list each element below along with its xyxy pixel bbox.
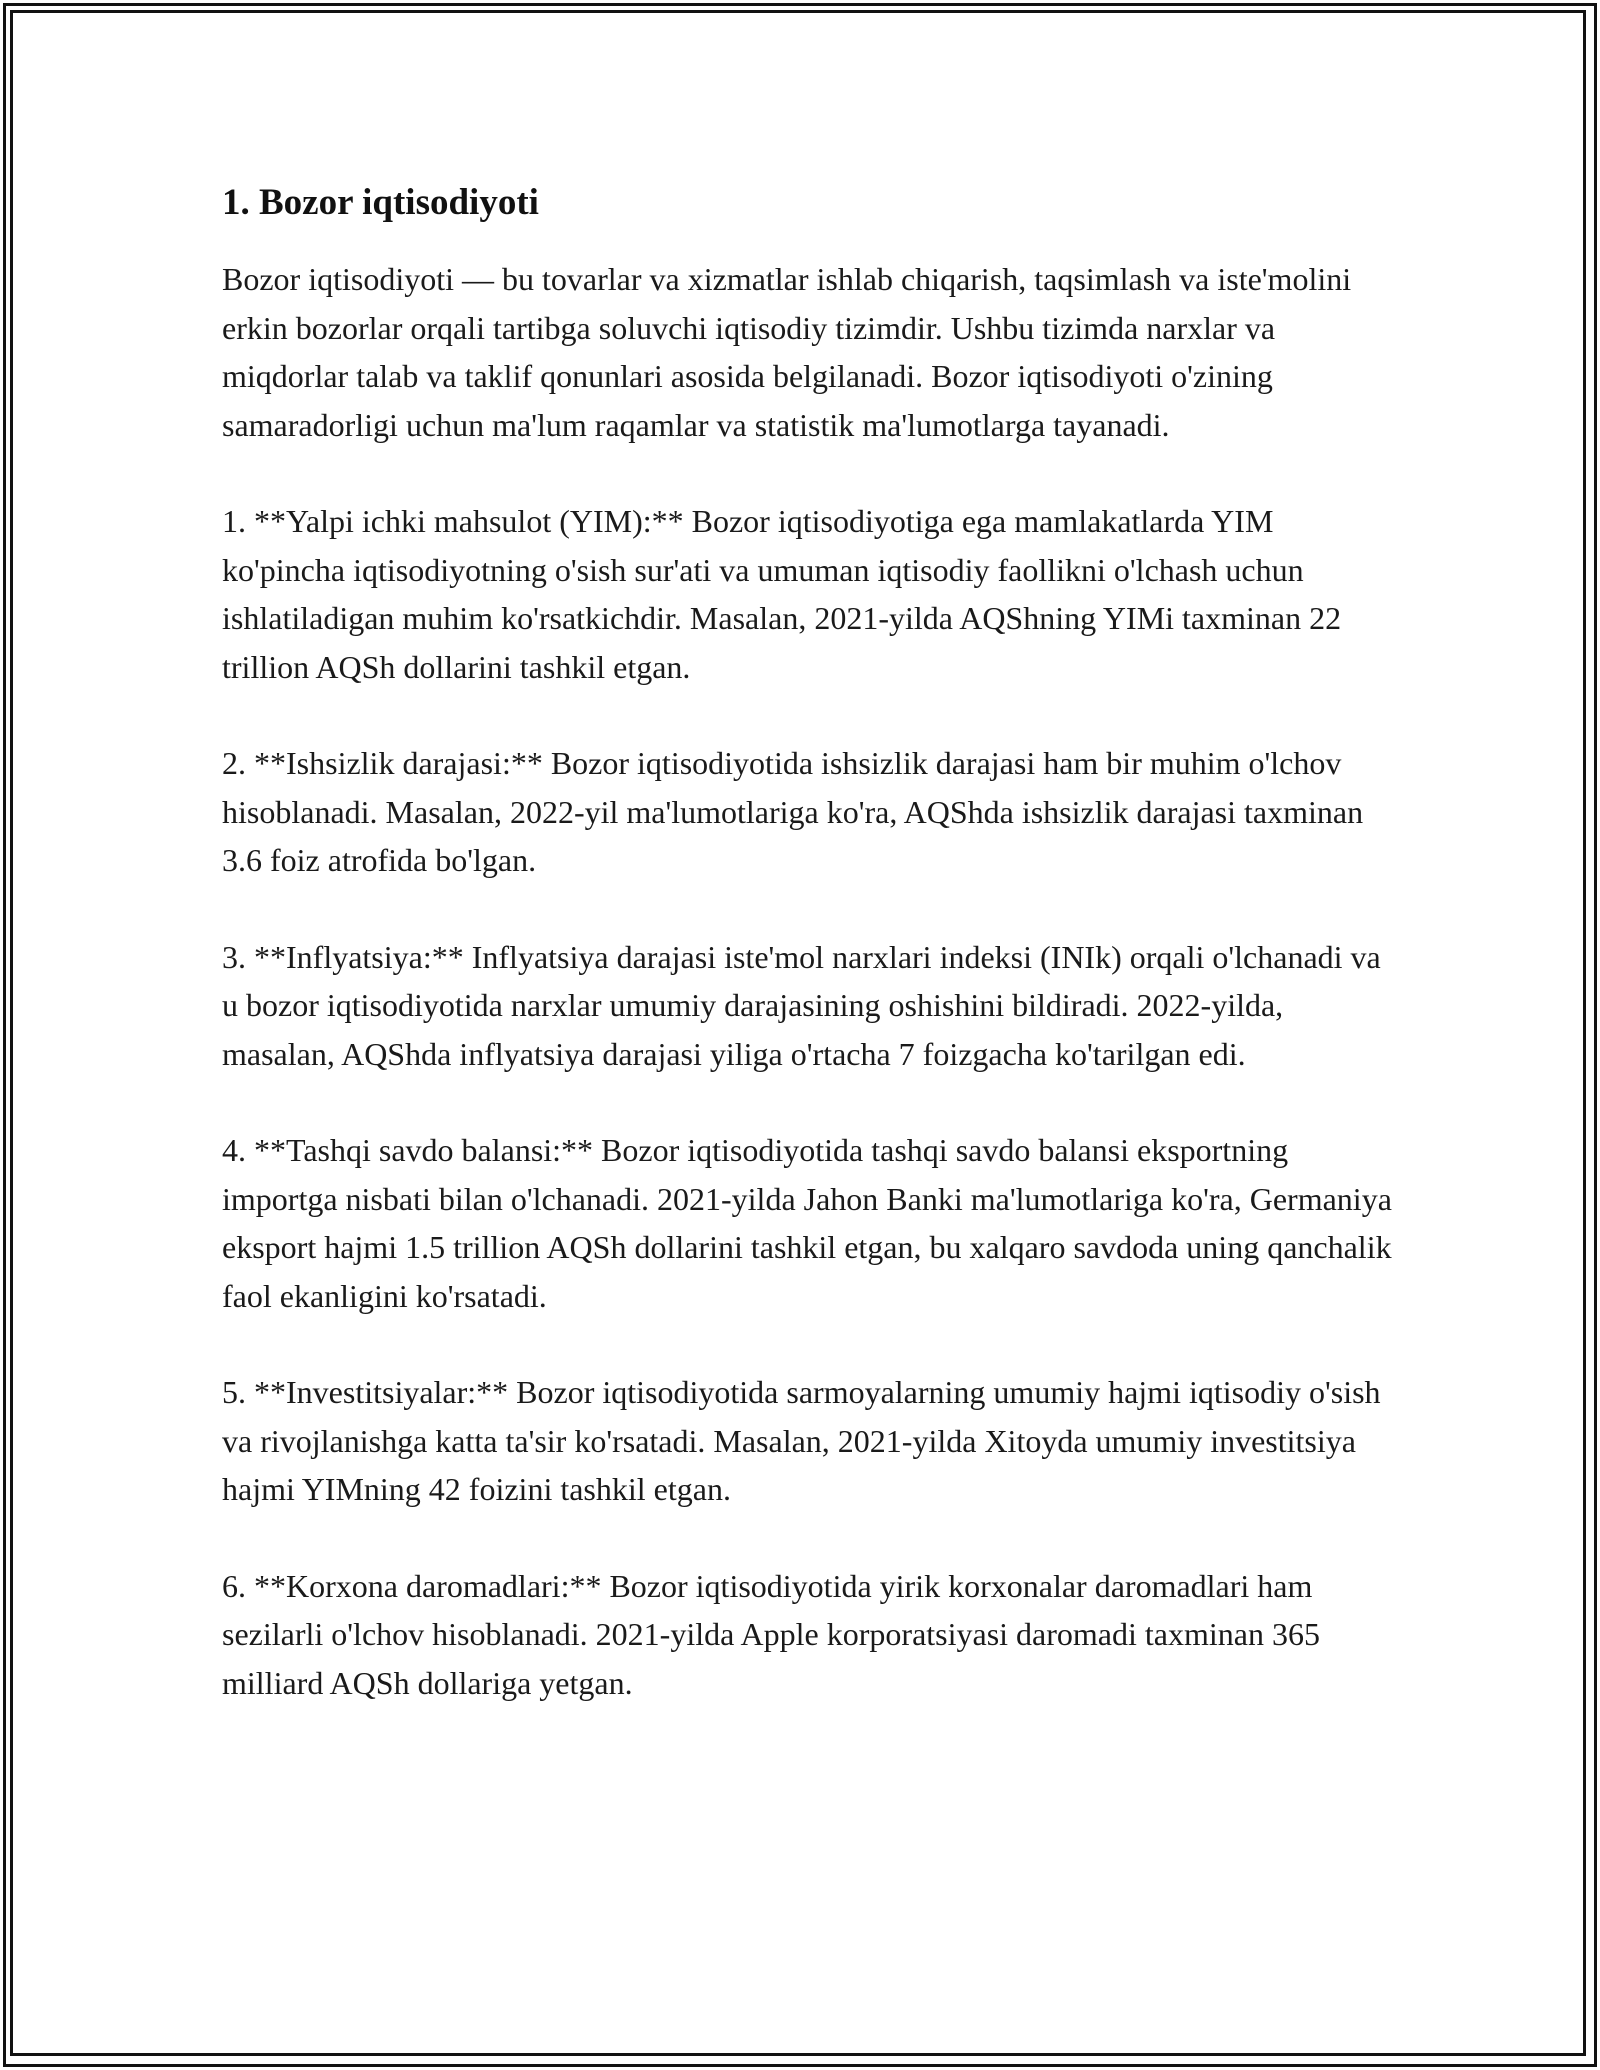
document-heading: 1. Bozor iqtisodiyoti	[222, 182, 539, 223]
list-item-inflation: 3. **Inflyatsiya:** Inflyatsiya darajasi iste'mol narxlari indeksi (INIk) orqali o'lchanadi va u bozor iqtisodiyotida narxlar umumiy darajasining oshishini bildiradi. 2022-yilda, masalan, AQShda inflyatsiya darajasi yiliga o'rtacha 7 foizgacha ko'tarilgan edi.	[222, 938, 1381, 1072]
list-item-investments: 5. **Investitsiyalar:** Bozor iqtisodiyotida sarmoyalarning umumiy hajmi iqtisodiy o'sish va rivojlanishga katta ta'sir ko'rsatadi. Masalan, 2021-yilda Xitoyda umumiy investitsiya hajmi YIMning 42 foizini tashkil etgan.	[222, 1374, 1381, 1507]
list-item-gdp: 1. **Yalpi ichki mahsulot (YIM):** Bozor iqtisodiyotiga ega mamlakatlarda YIM ko'pincha iqtisodiyotning o'sish sur'ati va umuman iqtisodiy faollikni o'lchash uchun ishlatiladigan muhim ko'rsatkichdir. Masalan, 2021-yilda AQShning YIMi taxminan 22 trillion AQSh dollarini tashkil etgan.	[222, 503, 1342, 685]
list-item-trade-balance: 4. **Tashqi savdo balansi:** Bozor iqtisodiyotida tashqi savdo balansi eksportning importga nisbati bilan o'lchanadi. 2021-yilda Jahon Banki ma'lumotlariga ko'ra, Germaniya eksport hajmi 1.5 trillion AQSh dollarini tashkil etgan, bu xalqaro savdoda uning qanchalik faol ekanligini ko'rsatadi.	[222, 1132, 1392, 1314]
intro-paragraph: Bozor iqtisodiyoti — bu tovarlar va xizmatlar ishlab chiqarish, taqsimlash va iste'molini erkin bozorlar orqali tartibga soluvchi iqtisodiy tizimdir. Ushbu tizimda narxlar va miqdorlar talab va taklif qonunlari asosida belgilanadi. Bozor iqtisodiyoti o'zining samaradorligi uchun ma'lum raqamlar va statistik ma'lumotlarga tayanadi.	[222, 261, 1352, 443]
list-item-unemployment: 2. **Ishsizlik darajasi:** Bozor iqtisodiyotida ishsizlik darajasi ham bir muhim o'lchov hisoblanadi. Masalan, 2022-yil ma'lumotlariga ko'ra, AQShda ishsizlik darajasi taxminan 3.6 foiz atrofida bo'lgan.	[222, 745, 1364, 878]
list-item-corporate-revenue: 6. **Korxona daromadlari:** Bozor iqtisodiyotida yirik korxonalar daromadlari ham sezilarli o'lchov hisoblanadi. 2021-yilda Apple korporatsiyasi daromadi taxminan 365 milliard AQSh dollariga yetgan.	[222, 1567, 1320, 1701]
document-body	[222, 178, 1402, 1755]
